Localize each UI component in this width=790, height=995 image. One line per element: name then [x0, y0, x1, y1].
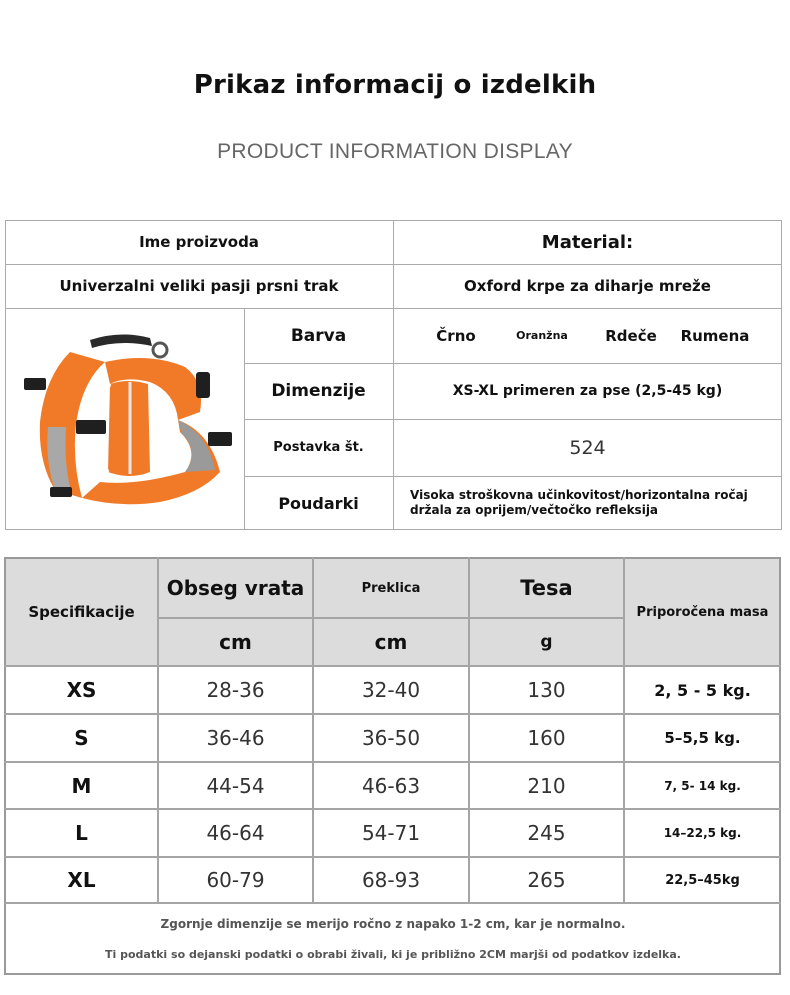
color-red: Rdeče [605, 326, 657, 345]
features-label: Poudarki [278, 493, 359, 513]
note-measurement: Zgornje dimenzije se merijo ročno z napako 1-2 cm, kar je normalno. [160, 917, 626, 931]
row-weight: 210 [527, 773, 566, 798]
color-orange: Oranžna [516, 329, 568, 342]
unit-weight: g [540, 632, 553, 652]
row-chest: 54-71 [361, 821, 421, 845]
row-chest: 46-63 [361, 773, 421, 798]
item-number-label: Postavka št. [273, 440, 364, 455]
row-recommended: 22,5–45kg [665, 872, 740, 888]
row-weight: 160 [527, 726, 566, 750]
row-weight: 245 [527, 821, 566, 845]
page-subtitle: PRODUCT INFORMATION DISPLAY [217, 140, 573, 163]
header-spec: Specifikacije [28, 603, 135, 621]
row-weight: 265 [527, 868, 566, 892]
material-value: Oxford krpe za diharje mreže [464, 277, 711, 295]
row-neck: 28-36 [206, 678, 265, 702]
row-chest: 68-93 [361, 868, 421, 892]
row-weight: 130 [527, 678, 566, 702]
divider [4, 902, 781, 904]
color-label: Barva [290, 325, 347, 346]
row-chest: 36-50 [361, 726, 421, 750]
row-recommended: 14–22,5 kg. [663, 826, 742, 840]
row-size: XS [66, 678, 97, 702]
unit-chest: cm [374, 630, 408, 654]
page-title: Prikaz informacij o izdelkih [193, 70, 597, 100]
dog-harness-icon [10, 312, 240, 527]
row-recommended: 5–5,5 kg. [664, 729, 741, 747]
row-size: L [75, 821, 88, 845]
row-neck: 36-46 [206, 726, 265, 750]
row-size: M [71, 773, 92, 798]
features-value: Visoka stroškovna učinkovitost/horizontalna ročaj držala za oprijem/večtočko refleksija [410, 488, 748, 517]
product-name-value: Univerzalni veliki pasji prsni trak [59, 277, 339, 295]
unit-neck: cm [219, 630, 252, 654]
size-value: XS-XL primeren za pse (2,5-45 kg) [452, 383, 723, 399]
row-recommended: 7, 5- 14 kg. [664, 778, 741, 793]
note-wear-data: Ti podatki so dejanski podatki o obrabi živali, ki je približno 2CM marjši od podatkov izdelka. [105, 947, 681, 961]
row-neck: 60-79 [206, 868, 265, 892]
row-neck: 46-64 [206, 821, 265, 845]
item-number-value: 524 [569, 436, 606, 459]
header-recommended: Priporočena masa [636, 604, 769, 620]
product-image [6, 309, 244, 529]
row-neck: 44-54 [206, 773, 265, 798]
row-size: S [74, 726, 89, 750]
row-recommended: 2, 5 - 5 kg. [654, 680, 751, 700]
row-chest: 32-40 [361, 678, 421, 702]
header-weight: Tesa [520, 576, 573, 600]
size-label: Dimenzije [271, 381, 366, 401]
product-name-label: Ime proizvoda [139, 233, 259, 251]
header-chest: Preklica [361, 580, 421, 596]
material-label: Material: [541, 231, 634, 253]
row-size: XL [67, 868, 96, 892]
color-yellow: Rumena [680, 326, 750, 345]
color-black: Črno [436, 326, 476, 345]
header-neck: Obseg vrata [166, 576, 305, 600]
